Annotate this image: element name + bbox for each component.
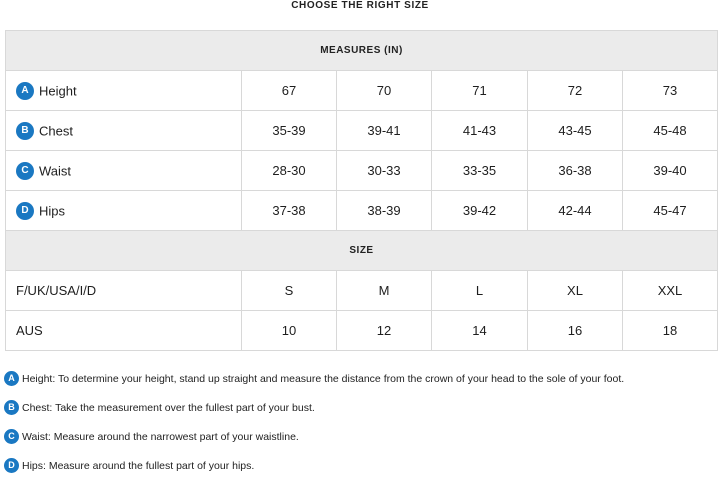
table-cell: M bbox=[337, 271, 432, 311]
row-label: F/UK/USA/I/D bbox=[6, 271, 242, 311]
row-label-text: Waist bbox=[39, 163, 72, 178]
table-cell: S bbox=[242, 271, 337, 311]
note-chest bbox=[4, 393, 716, 422]
table-cell: 67 bbox=[242, 71, 337, 111]
note-hips bbox=[4, 451, 716, 480]
size-header-row bbox=[6, 231, 718, 271]
row-label: AUS bbox=[6, 311, 242, 351]
row-label bbox=[6, 71, 242, 111]
row-label bbox=[6, 111, 242, 151]
row-label-text: Hips bbox=[39, 203, 66, 218]
page-title: CHOOSE THE RIGHT SIZE bbox=[291, 0, 429, 11]
table-cell: 37-38 bbox=[242, 191, 337, 231]
table-row bbox=[6, 111, 718, 151]
table-cell: 42-44 bbox=[528, 191, 623, 231]
measures-header-row bbox=[6, 31, 718, 71]
table-cell: 39-41 bbox=[337, 111, 432, 151]
table-row bbox=[6, 191, 718, 231]
table-cell: 30-33 bbox=[337, 151, 432, 191]
table-cell: 14 bbox=[432, 311, 528, 351]
table-cell: 38-39 bbox=[337, 191, 432, 231]
row-label bbox=[6, 191, 242, 231]
letter-d-icon: D bbox=[16, 202, 34, 220]
table-cell: XL bbox=[528, 271, 623, 311]
table-cell: 28-30 bbox=[242, 151, 337, 191]
table-row bbox=[6, 311, 718, 351]
table-cell: 33-35 bbox=[432, 151, 528, 191]
table-cell: 18 bbox=[623, 311, 718, 351]
table-cell: 35-39 bbox=[242, 111, 337, 151]
table-cell: 70 bbox=[337, 71, 432, 111]
table-cell: 71 bbox=[432, 71, 528, 111]
table-cell: L bbox=[432, 271, 528, 311]
table-cell: 12 bbox=[337, 311, 432, 351]
table-cell: 45-47 bbox=[623, 191, 718, 231]
row-label-text: Height bbox=[39, 83, 77, 98]
row-label-text: Chest bbox=[39, 123, 73, 138]
table-cell: 36-38 bbox=[528, 151, 623, 191]
letter-a-icon: A bbox=[4, 371, 19, 386]
letter-c-icon: C bbox=[16, 162, 34, 180]
table-cell: 73 bbox=[623, 71, 718, 111]
table-row bbox=[6, 71, 718, 111]
letter-c-icon: C bbox=[4, 429, 19, 444]
row-label bbox=[6, 151, 242, 191]
measures-header: MEASURES (IN) bbox=[6, 31, 718, 71]
size-chart-table bbox=[5, 30, 718, 351]
table-cell: 41-43 bbox=[432, 111, 528, 151]
measurement-notes bbox=[4, 364, 716, 480]
note-height bbox=[4, 364, 716, 393]
table-cell: 45-48 bbox=[623, 111, 718, 151]
note-text: Height: To determine your height, stand up straight and measure the distance from the crown of your head to the sole of your foot. bbox=[22, 372, 625, 385]
note-waist bbox=[4, 422, 716, 451]
size-header: SIZE bbox=[6, 231, 718, 271]
letter-b-icon: B bbox=[16, 122, 34, 140]
table-cell: 72 bbox=[528, 71, 623, 111]
note-text: Chest: Take the measurement over the fullest part of your bust. bbox=[22, 401, 315, 414]
letter-a-icon: A bbox=[16, 82, 34, 100]
table-cell: XXL bbox=[623, 271, 718, 311]
table-row bbox=[6, 271, 718, 311]
table-cell: 39-40 bbox=[623, 151, 718, 191]
note-text: Waist: Measure around the narrowest part of your waistline. bbox=[22, 430, 299, 443]
table-cell: 43-45 bbox=[528, 111, 623, 151]
note-text: Hips: Measure around the fullest part of your hips. bbox=[22, 459, 255, 472]
table-row bbox=[6, 151, 718, 191]
table-cell: 39-42 bbox=[432, 191, 528, 231]
table-cell: 10 bbox=[242, 311, 337, 351]
letter-d-icon: D bbox=[4, 458, 19, 473]
letter-b-icon: B bbox=[4, 400, 19, 415]
table-cell: 16 bbox=[528, 311, 623, 351]
